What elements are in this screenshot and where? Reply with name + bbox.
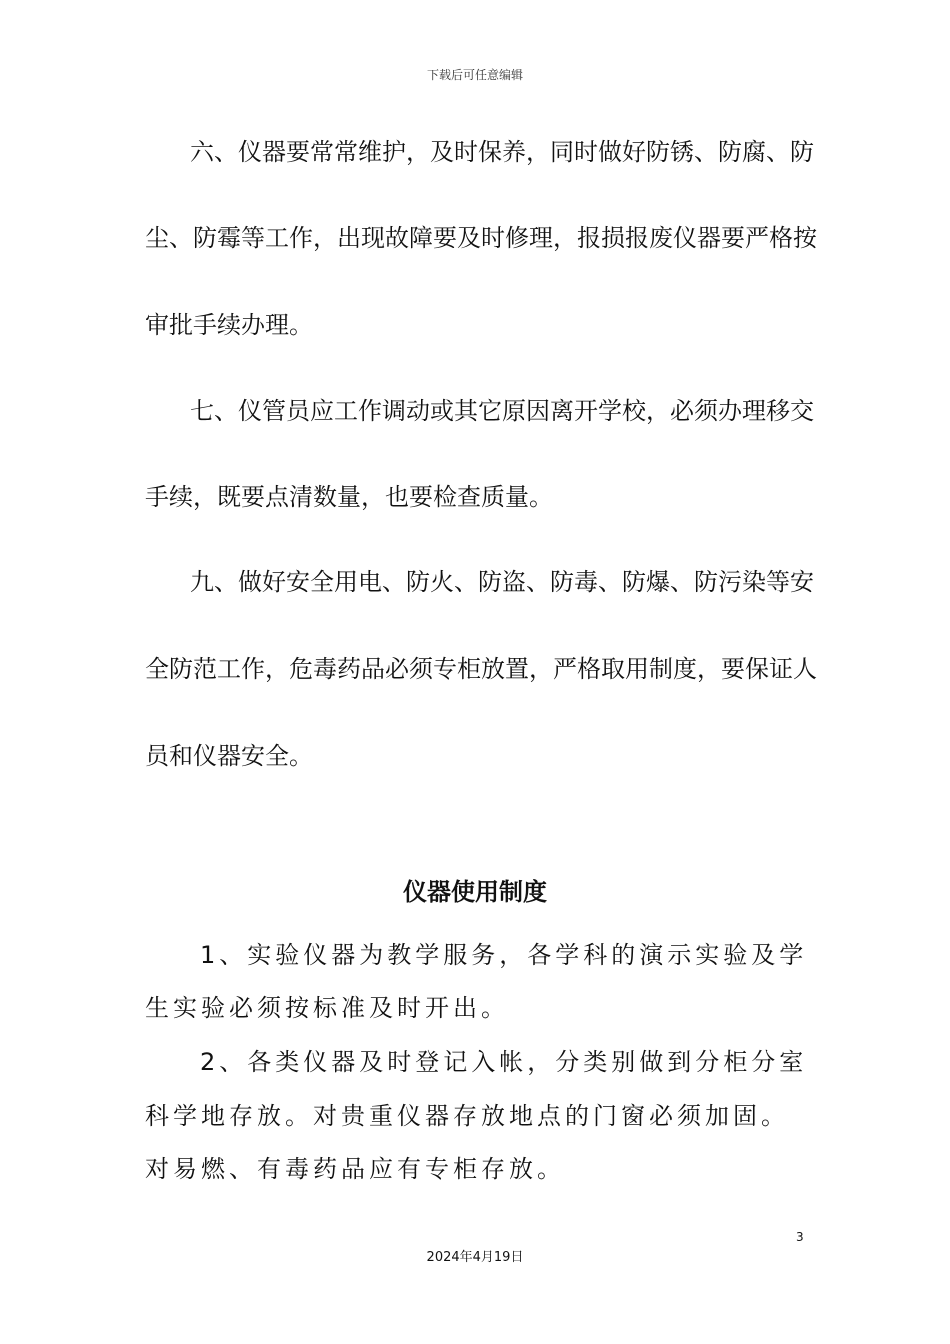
footer-date: 2024年4月19日 <box>426 1250 524 1265</box>
paragraph-9-line-2: 全防范工作，危毒药品必须专柜放置，严格取用制度，要保证人 <box>145 655 817 683</box>
item-2-line-1: 2、各类仪器及时登记入帐，分类别做到分柜分室 <box>200 1048 808 1076</box>
paragraph-6-line-1: 六、仪器要常常维护，及时保养，同时做好防锈、防腐、防 <box>190 138 814 166</box>
item-1-line-1: 1、实验仪器为教学服务，各学科的演示实验及学 <box>200 941 808 969</box>
paragraph-6-line-2: 尘、防霉等工作，出现故障要及时修理，报损报废仪器要严格按 <box>145 224 817 252</box>
item-2-line-3: 对易燃、有毒药品应有专柜存放。 <box>145 1155 565 1183</box>
paragraph-7-line-1: 七、仪管员应工作调动或其它原因离开学校，必须办理移交 <box>190 397 814 425</box>
paragraph-7-line-2: 手续，既要点清数量，也要检查质量。 <box>145 483 553 511</box>
paragraph-9-line-1: 九、做好安全用电、防火、防盗、防毒、防爆、防污染等安 <box>190 568 814 596</box>
paragraph-9-line-3: 员和仪器安全。 <box>145 742 313 770</box>
section-title: 仪器使用制度 <box>403 878 547 906</box>
page-header: 下载后可任意编辑 <box>426 68 523 82</box>
page-number: 3 <box>796 1230 804 1244</box>
item-1-line-2: 生实验必须按标准及时开出。 <box>145 994 509 1022</box>
item-2-line-2: 科学地存放。对贵重仪器存放地点的门窗必须加固。 <box>145 1102 789 1130</box>
paragraph-6-line-3: 审批手续办理。 <box>145 311 313 339</box>
